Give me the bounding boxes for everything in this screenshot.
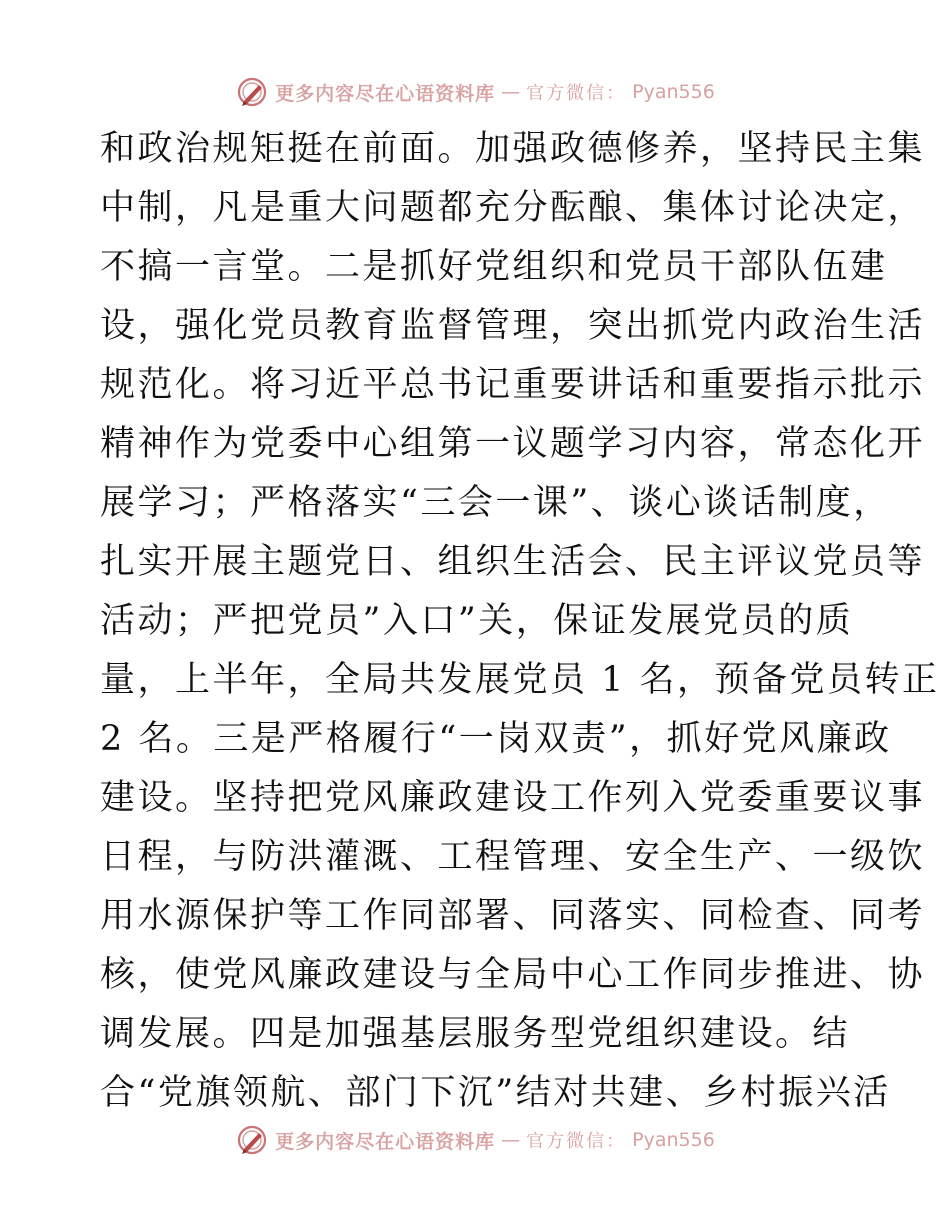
watermark-dash: — [501, 1129, 521, 1151]
text-line: 核，使党风廉政建设与全局中心工作同步推进、协 [100, 955, 926, 995]
watermark-account-id: Pyan556 [632, 1129, 715, 1151]
text-line: 扎实开展主题党日、组织生活会、民主评议党员等 [100, 542, 926, 582]
text-line: 量，上半年，全局共发展党员 1 名，预备党员转正 [100, 660, 940, 700]
text-line: 和政治规矩挺在前面。加强政德修养，坚持民主集 [100, 129, 926, 169]
text-line: 用水源保护等工作同部署、同落实、同检查、同考 [100, 896, 926, 936]
text-line: 精神作为党委中心组第一议题学习内容，常态化开 [100, 424, 926, 464]
text-line: 不搞一言堂。二是抓好党组织和党员干部队伍建 [100, 247, 888, 287]
text-line: 调发展。四是加强基层服务型党组织建设。结 [100, 1014, 851, 1054]
text-line: 2 名。三是严格履行“一岗双责”，抓好党风廉政 [100, 719, 892, 759]
watermark-official-label: 官方微信： [526, 1131, 627, 1152]
text-line: 中制，凡是重大问题都充分酝酿、集体讨论决定， [100, 188, 926, 228]
watermark-site-name: 更多内容尽在心语资料库 [275, 82, 496, 105]
text-line: 日程，与防洪灌溉、工程管理、安全生产、一级饮 [100, 837, 926, 877]
text-line: 规范化。将习近平总书记重要讲话和重要指示批示 [100, 365, 926, 405]
text-line: 设，强化党员教育监督管理，突出抓党内政治生活 [100, 306, 926, 346]
pen-logo-icon [235, 75, 269, 109]
text-line: 合“党旗领航、部门下沉”结对共建、乡村振兴活 [100, 1073, 891, 1113]
text-line: 建设。坚持把党风廉政建设工作列入党委重要议事 [100, 778, 926, 818]
header-watermark [0, 72, 950, 112]
document-body [100, 120, 940, 1123]
text-line: 活动；严把党员”入口”关，保证发展党员的质 [100, 601, 854, 641]
text-line: 展学习；严格落实“三会一课”、谈心谈话制度， [100, 483, 891, 523]
watermark-account-id: Pyan556 [632, 81, 715, 103]
pen-logo-icon [235, 1123, 269, 1157]
watermark-site-name: 更多内容尽在心语资料库 [275, 1130, 496, 1153]
watermark-official-label: 官方微信： [526, 83, 627, 104]
watermark-dash: — [501, 81, 521, 103]
footer-watermark [0, 1120, 950, 1160]
